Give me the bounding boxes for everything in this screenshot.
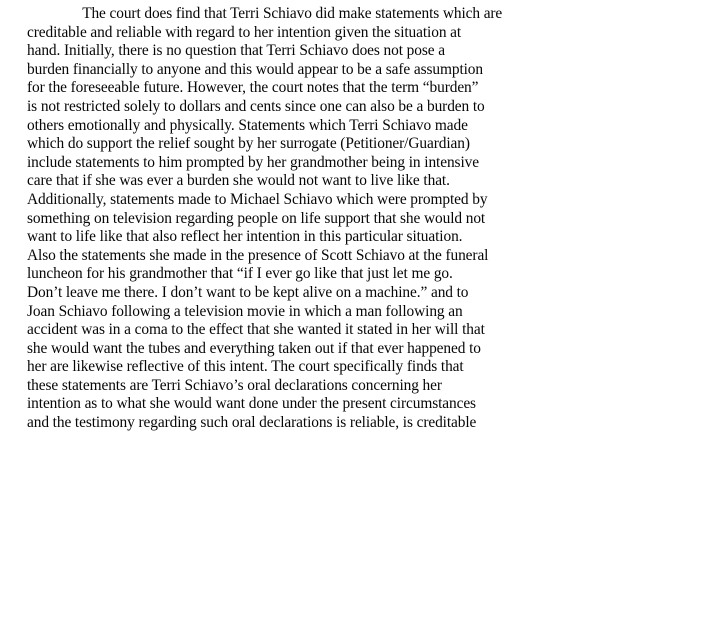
text-line: care that if she was ever a burden she would not want to live like that. [27,172,450,190]
text-line: she would want the tubes and everything taken out if that ever happened to [27,339,481,357]
text-line: others emotionally and physically. Statements which Terri Schiavo made [27,116,468,134]
text-line: her are likewise reflective of this intent. The court specifically finds that [27,358,464,376]
text-line: for the foreseeable future. However, the court notes that the term “burden” [27,79,479,97]
text-line: burden financially to anyone and this would appear to be a safe assumption [27,60,484,78]
document-excerpt [27,0,566,453]
text-line: hand. Initially, there is no question that Terri Schiavo does not pose a [27,42,445,60]
text-line: something on television regarding people on life support that she would not [27,209,486,227]
text-line: The court does find that Terri Schiavo did make statements which are [82,5,503,22]
text-line: and the testimony regarding such oral declarations is reliable, is creditable [27,414,477,432]
text-line: want to life like that also reflect her intention in this particular situation. [27,228,463,246]
text-line: luncheon for his grandmother that “if I ever go like that just let me go. [27,265,453,283]
text-line: creditable and reliable with regard to her intention given the situation at [27,23,462,41]
text-line: Additionally, statements made to Michael Schiavo which were prompted by [27,190,488,208]
text-line: intention as to what she would want done under the present circumstances [27,395,476,413]
text-line: include statements to him prompted by her grandmother being in intensive [27,153,479,171]
text-line: Also the statements she made in the presence of Scott Schiavo at the funeral [27,246,489,264]
text-line: Don’t leave me there. I don’t want to be kept alive on a machine.” and to [27,283,469,301]
text-line: is not restricted solely to dollars and cents since one can also be a burden to [27,97,485,115]
text-line: accident was in a coma to the effect that she wanted it stated in her will that [27,321,485,339]
text-line: which do support the relief sought by her surrogate (Petitioner/Guardian) [27,135,470,153]
court-order-paragraph [27,5,566,433]
text-line: Joan Schiavo following a television movie in which a man following an [27,302,463,320]
text-line: these statements are Terri Schiavo’s oral declarations concerning her [27,376,442,394]
